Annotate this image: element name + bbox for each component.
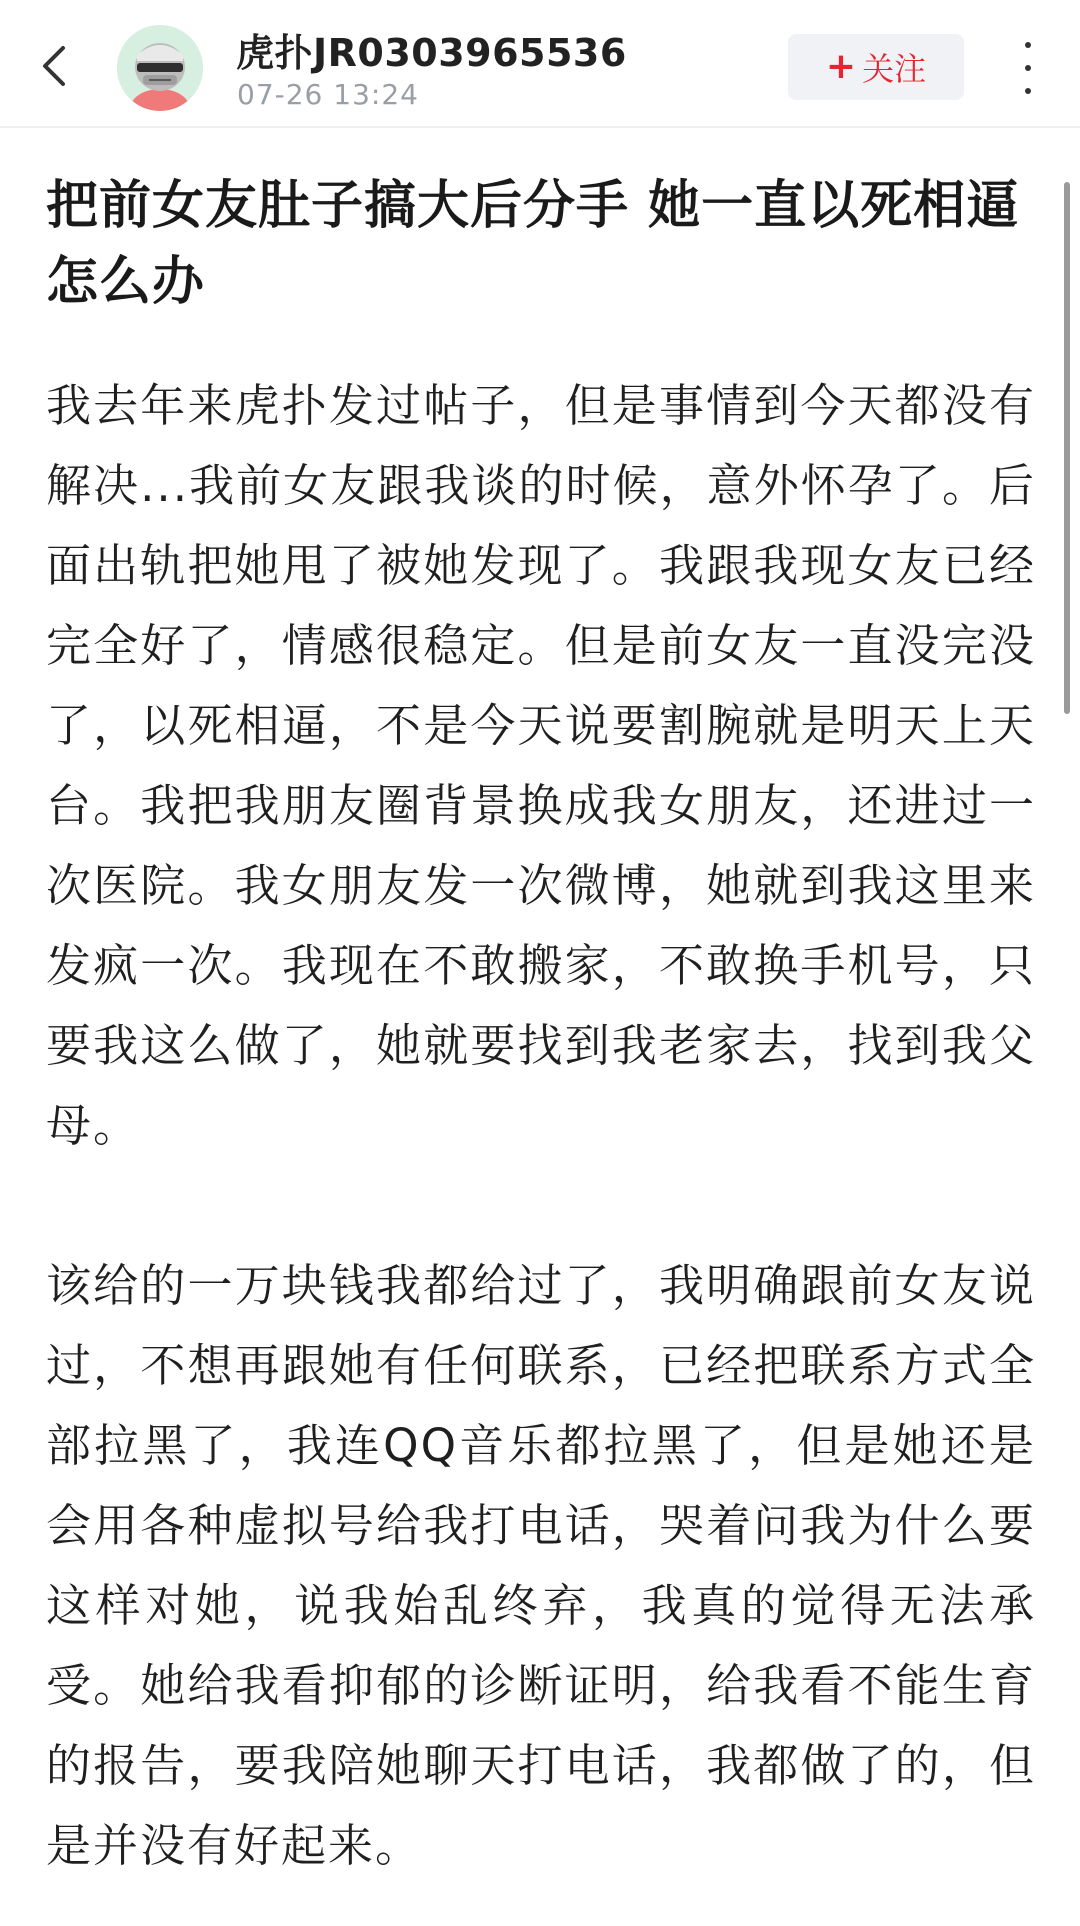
top-bar <box>0 0 1080 128</box>
post-timestamp: 07-26 13:24 <box>237 78 419 111</box>
plus-icon: + <box>825 46 857 87</box>
more-vertical-icon <box>1025 65 1031 71</box>
avatar[interactable] <box>117 25 203 111</box>
avatar-icon <box>117 25 203 111</box>
follow-button-label: 关注 <box>862 50 927 88</box>
post-paragraph: 我去年来虎扑发过帖子，但是事情到今天都没有解决...我前女友跟我谈的时候，意外怀孕了。后面出轨把她甩了被她发现了。我跟我现女友已经完全好了，情感很稳定。但是前女友一直没完没了，以死相逼，不是今天说要割腕就是明天上天台。我把我朋友圈背景换成我女朋友，还进过一次医院。我女朋友发一次微博，她就到我这里来发疯一次。我现在不敢搬家，不敢换手机号，只要我这么做了，她就要找到我老家去，找到我父母。 <box>46 379 1036 1152</box>
more-vertical-icon <box>1025 42 1031 48</box>
user-name[interactable]: 虎扑JR0303965536 <box>236 31 627 75</box>
post-title: 把前女友肚子搞大后分手 她一直以死相逼怎么办 <box>46 176 1020 312</box>
follow-button[interactable] <box>788 34 964 100</box>
post-content <box>46 168 1036 1886</box>
chevron-left-icon <box>39 44 69 88</box>
more-vertical-icon <box>1025 88 1031 94</box>
post-paragraph: 该给的一万块钱我都给过了，我明确跟前女友说过，不想再跟她有任何联系，已经把联系方式全部拉黑了，我连QQ音乐都拉黑了，但是她还是会用各种虚拟号给我打电话，哭着问我为什么要这样对她，说我始乱终弃，我真的觉得无法承受。她给我看抑郁的诊断证明，给我看不能生育的报告，要我陪她聊天打电话，我都做了的，但是并没有好起来。 <box>46 1259 1036 1872</box>
scrollbar[interactable] <box>1064 182 1070 714</box>
post-body <box>46 366 1036 1886</box>
more-options-button[interactable] <box>1010 42 1046 94</box>
back-button[interactable] <box>30 36 78 96</box>
